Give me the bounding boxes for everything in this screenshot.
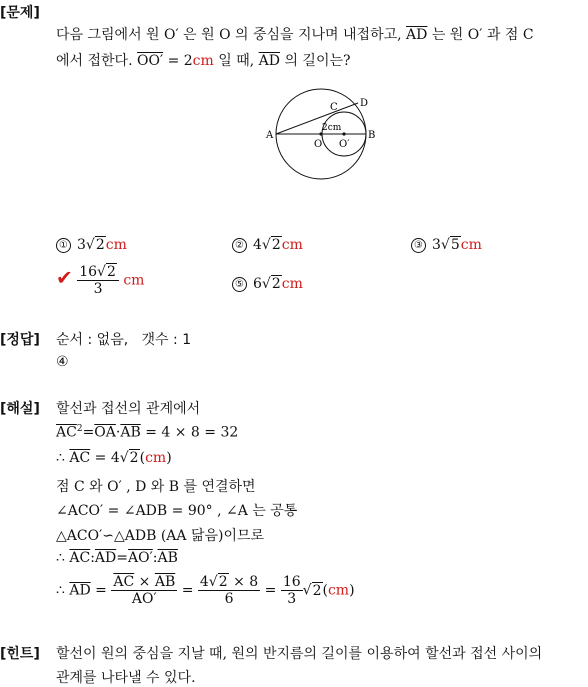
paren: ( <box>322 582 328 599</box>
hint-label: [힌트] <box>0 646 40 662</box>
unit: cm <box>145 450 167 466</box>
colon: : <box>90 550 95 566</box>
dot: · <box>115 424 121 441</box>
segment-ao: AO′ <box>131 591 157 607</box>
equation: = 2 <box>167 53 193 69</box>
problem-text: 는 원 O′ 과 점 C <box>431 27 534 43</box>
problem-line-2 <box>56 50 351 70</box>
hint-line-1: 할선이 원의 중심을 지날 때, 원의 반지름의 길이를 이용하여 할선과 접선 사이의 <box>56 646 543 662</box>
paren: ( <box>139 450 146 466</box>
solution-line-4: 점 C 와 O′ , D 와 B 를 연결하면 <box>56 479 256 495</box>
problem-text: 의 길이는? <box>284 53 351 69</box>
radicand: 2 <box>271 276 281 292</box>
denominator: 6 <box>224 591 234 607</box>
radicand: 5 <box>450 237 460 253</box>
choice-3[interactable]: ③ 3√5cm <box>411 237 482 253</box>
paren: ) <box>349 582 355 599</box>
choice-1[interactable]: ① 3√2cm <box>56 237 127 253</box>
equals: = <box>82 424 95 441</box>
answer-label: [정답] <box>0 332 40 348</box>
equals: = <box>264 582 277 599</box>
label-b: B <box>368 130 376 141</box>
choice-number: ② <box>232 238 247 253</box>
numerator: 4 <box>199 574 209 590</box>
unit: cm <box>327 582 350 599</box>
label-length: 2cm <box>322 123 342 133</box>
problem-text: 일 때, <box>218 53 255 69</box>
segment-oo: OO′ <box>136 53 164 69</box>
radicand: 2 <box>312 582 322 599</box>
radicand: 2 <box>106 264 116 280</box>
radicand: 2 <box>95 237 105 253</box>
equation: = 4 × 8 = 32 <box>145 424 239 441</box>
segment-ad: $\overline{AD}$ <box>94 550 117 566</box>
segment-ac: $\overline{AC}$ <box>69 450 91 466</box>
therefore: ∴ <box>56 550 65 566</box>
denominator: 3 <box>287 591 297 607</box>
choice-number: ① <box>56 238 71 253</box>
hint-line-2: 관계를 나타낼 수 있다. <box>56 670 196 686</box>
problem-text: 다음 그림에서 원 O′ 은 원 O 의 중심을 지나며 내접하고, <box>56 27 402 43</box>
numerator: 16 <box>282 574 301 590</box>
equals: = <box>181 582 194 599</box>
segment-ab: $\overline{AB}$ <box>120 424 141 441</box>
choice-4[interactable] <box>56 264 144 297</box>
answer-value: ④ <box>56 354 69 370</box>
coefficient: 3 <box>432 237 441 253</box>
choice-number: ⑤ <box>232 277 247 292</box>
times: × <box>138 574 151 590</box>
answer-order: 순서 : 없음, <box>56 332 129 348</box>
segment-ad: $\overline{AD}$ <box>406 27 428 43</box>
radicand: 2 <box>129 450 139 466</box>
solution-line-8: ∴ $\overline{AD}$ = $\frac{\overline{AC} \times \overline{AB}}{AO'}$ = $\frac{4√2 \times 8}{6}$ = $\frac{16}{3}$ √2(cm) <box>56 574 355 607</box>
point-o-prime <box>342 132 345 135</box>
coefficient: 4 <box>253 237 262 253</box>
segment-ad: $\overline{AD}$ <box>69 582 91 599</box>
solution-line-5: ∠ACO′ = ∠ADB = 90° , ∠A 는 공통 <box>56 503 298 519</box>
solution-line-6: △ACO′∽△ADB (AA 닮음)이므로 <box>56 528 265 544</box>
choice-number: ③ <box>411 238 426 253</box>
geometry-figure <box>258 86 388 186</box>
segment-oa: $\overline{OA}$ <box>94 424 116 441</box>
unit: cm <box>123 272 145 289</box>
paren: ) <box>166 450 172 466</box>
radicand: 2 <box>218 574 228 590</box>
label-c: C <box>330 102 338 113</box>
segment-ab: $\overline{AB}$ <box>154 574 176 590</box>
numerator: 16 <box>79 264 98 280</box>
segment-ac: $\overline{AC}$ <box>56 424 77 441</box>
unit: cm <box>105 237 127 253</box>
label-o-prime: O′ <box>339 139 350 150</box>
segment-ab: $\overline{AB}$ <box>157 550 178 566</box>
unit: cm <box>460 237 482 253</box>
label-o: O <box>314 139 323 150</box>
problem-line-1 <box>56 24 534 44</box>
unit: cm <box>281 237 303 253</box>
segment-ao: AO′ <box>128 550 153 566</box>
segment-ac: $\overline{AC}$ <box>113 574 135 590</box>
answer-count: 갯수 : 1 <box>141 332 192 348</box>
radicand: 2 <box>271 237 281 253</box>
segment-ac: $\overline{AC}$ <box>69 550 91 566</box>
unit: cm <box>281 276 303 292</box>
problem-text: 에서 접한다. <box>56 53 133 69</box>
choice-2[interactable]: ② 4√2cm <box>232 237 303 253</box>
coefficient: 6 <box>253 276 262 292</box>
label-a: A <box>266 130 274 141</box>
therefore: ∴ <box>56 450 65 466</box>
solution-line-7 <box>56 550 178 566</box>
correct-check-icon: ✔ <box>56 265 73 290</box>
solution-line-2 <box>56 424 238 441</box>
denominator: 3 <box>93 281 103 297</box>
therefore: ∴ <box>56 582 65 599</box>
fraction <box>281 574 303 607</box>
problem-label: [문제] <box>0 5 40 21</box>
colon: : <box>152 550 158 566</box>
coefficient: 3 <box>77 237 86 253</box>
solution-line-1: 할선과 접선의 관계에서 <box>56 401 201 417</box>
exponent: 2 <box>76 424 83 434</box>
equals: = <box>116 550 128 566</box>
line-ad <box>276 103 358 134</box>
fraction <box>111 574 177 607</box>
solution-line-3: ∴ $\overline{AC} = 4√2(cm)$ <box>56 450 172 466</box>
label-d: D <box>360 98 369 109</box>
segment-ad: $\overline{AD}$ <box>258 53 280 69</box>
unit: cm <box>192 53 214 69</box>
solution-label: [해설] <box>0 401 40 417</box>
answer-meta <box>56 329 191 349</box>
equals: = <box>95 582 107 599</box>
fraction: $\frac{4√2 \times 8}{6}$ <box>199 574 259 607</box>
numerator: × 8 <box>233 574 259 590</box>
equation: = 4 <box>94 450 120 466</box>
choice-5[interactable]: ⑤ 6√2cm <box>232 276 303 292</box>
fraction: $\frac{16√2}{3}$ <box>77 264 119 297</box>
